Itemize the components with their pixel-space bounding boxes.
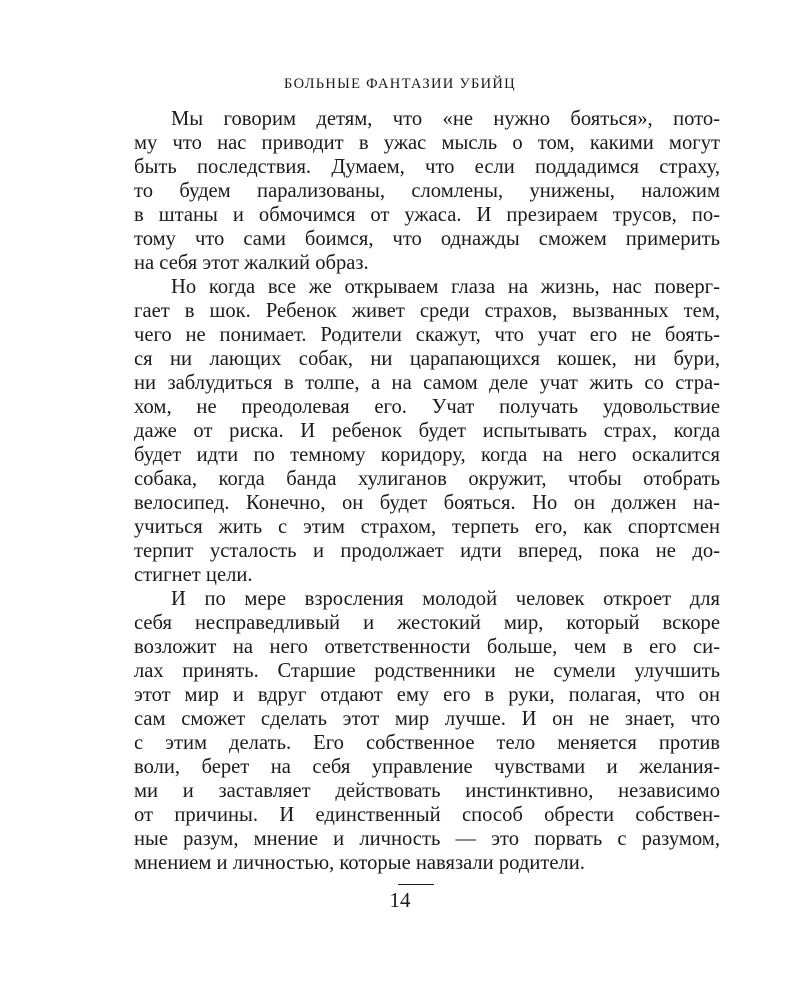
text-line: воли, берет на себя управление чувствами и желания- (134, 756, 720, 778)
text-line: ные разум, мнение и личность — это порвать с разумом, (134, 828, 720, 850)
text-line: Но когда все же открываем глаза на жизнь, нас поверг- (171, 276, 720, 298)
text-line: гает в шок. Ребенок живет среди страхов, вызванных тем, (134, 300, 720, 322)
text-line: себя несправедливый и жестокий мир, который вскоре (134, 612, 720, 634)
text-line: сам сможет сделать этот мир лучше. И он не знает, что (134, 708, 720, 730)
text-line: ни заблудиться в толпе, а на самом деле учат жить со стра- (134, 372, 720, 394)
text-line: быть последствия. Думаем, что если поддадимся страху, (134, 156, 720, 178)
text-line: ми и заставляет действовать инстинктивно, независимо (134, 780, 720, 802)
text-line: хом, не преодолевая его. Учат получать удовольствие (134, 396, 720, 418)
text-line: тому что сами боимся, что однажды сможем примерить (134, 228, 720, 250)
folio-rule (398, 884, 434, 885)
text-line: мнением и личностью, которые навязали родители. (134, 852, 585, 874)
text-line: с этим делать. Его собственное тело меняется против (134, 732, 720, 754)
text-line: этот мир и вдруг отдают ему его в руки, полагая, что он (134, 684, 720, 706)
body-text (134, 107, 720, 875)
text-line: то будем парализованы, сломлены, унижены, наложим (134, 180, 720, 202)
text-line: стигнет цели. (134, 564, 253, 586)
paragraph-2 (134, 275, 720, 587)
text-line: учиться жить с этим страхом, терпеть его, как спортсмен (134, 516, 720, 538)
text-line: му что нас приводит в ужас мысль о том, какими могут (134, 132, 720, 154)
paragraph-3 (134, 587, 720, 875)
paragraph-1 (134, 107, 720, 275)
page-number: 14 (389, 888, 411, 912)
text-line: велосипед. Конечно, он будет бояться. Но он должен на- (134, 492, 720, 514)
text-line: будет идти по темному коридору, когда на него оскалится (134, 444, 720, 466)
text-line: И по мере взросления молодой человек откроет для (171, 588, 720, 610)
text-line: собака, когда банда хулиганов окружит, чтобы отобрать (134, 468, 720, 490)
text-line: в штаны и обмочимся от ужаса. И презираем трусов, по- (134, 204, 720, 226)
text-line: на себя этот жалкий образ. (134, 252, 369, 274)
running-head: БОЛЬНЫЕ ФАНТАЗИИ УБИЙЦ (284, 76, 516, 92)
text-line: чего не понимает. Родители скажут, что учат его не боять- (134, 324, 720, 346)
text-line: от причины. И единственный способ обрести собствен- (134, 804, 720, 826)
text-line: даже от риска. И ребенок будет испытывать страх, когда (134, 420, 720, 442)
text-line: возложит на него ответственности больше, чем в его си- (134, 636, 720, 658)
text-line: Мы говорим детям, что «не нужно бояться», пото- (171, 108, 720, 130)
text-line: терпит усталость и продолжает идти вперед, пока не до- (134, 540, 720, 562)
text-line: ся ни лающих собак, ни царапающихся кошек, ни бури, (134, 348, 720, 370)
text-line: лах принять. Старшие родственники не сумели улучшить (134, 660, 720, 682)
